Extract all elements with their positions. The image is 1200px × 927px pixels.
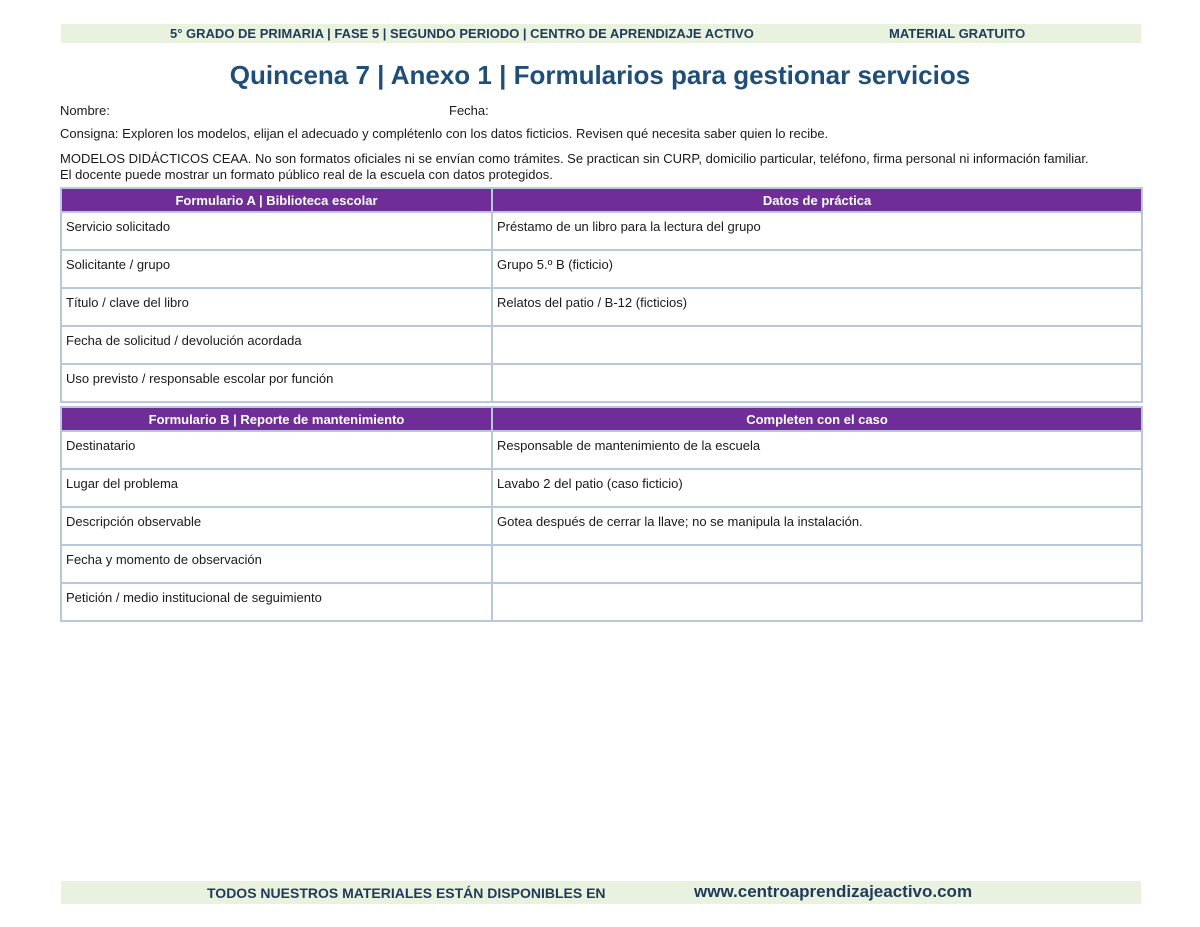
table-row [61,288,1142,326]
header-free-material: MATERIAL GRATUITO [889,26,1026,41]
form-b-header-left: Formulario B | Reporte de mantenimiento [61,407,492,431]
table-row [61,364,1142,402]
row-label: Descripción observable [61,507,492,545]
header-grade-info: 5° GRADO DE PRIMARIA | FASE 5 | SEGUNDO PERIODO | CENTRO DE APRENDIZAJE ACTIVO [170,26,754,41]
row-value[interactable]: Responsable de mantenimiento de la escuela [492,431,1142,469]
table-row [61,250,1142,288]
row-label: Petición / medio institucional de seguimiento [61,583,492,621]
row-label: Fecha de solicitud / devolución acordada [61,326,492,364]
consigna-text: Consigna: Exploren los modelos, elijan el adecuado y complétenlo con los datos ficticios. Revisen qué necesita saber quien lo recibe. [60,126,829,141]
table-row [61,545,1142,583]
form-a-header-left: Formulario A | Biblioteca escolar [61,188,492,212]
row-value[interactable] [492,583,1142,621]
form-b-header-right: Completen con el caso [492,407,1142,431]
row-value[interactable]: Relatos del patio / B-12 (ficticios) [492,288,1142,326]
row-value[interactable]: Préstamo de un libro para la lectura del grupo [492,212,1142,250]
table-row [61,507,1142,545]
row-label: Uso previsto / responsable escolar por función [61,364,492,402]
footer-banner [61,881,1141,904]
row-label: Solicitante / grupo [61,250,492,288]
row-value[interactable] [492,326,1142,364]
row-value[interactable]: Lavabo 2 del patio (caso ficticio) [492,469,1142,507]
row-value[interactable] [492,545,1142,583]
form-a-header-row [61,188,1142,212]
row-value[interactable]: Gotea después de cerrar la llave; no se manipula la instalación. [492,507,1142,545]
form-b-table [60,406,1143,622]
form-b-header-row [61,407,1142,431]
table-row [61,583,1142,621]
form-a-header-right: Datos de práctica [492,188,1142,212]
table-row [61,326,1142,364]
form-a-table [60,187,1143,403]
fecha-field[interactable]: Fecha: [449,103,489,118]
row-label: Lugar del problema [61,469,492,507]
footer-url-link[interactable]: www.centroaprendizajeactivo.com [694,882,973,901]
table-row [61,469,1142,507]
row-label: Título / clave del libro [61,288,492,326]
footer-message: TODOS NUESTROS MATERIALES ESTÁN DISPONIBLES EN [207,885,606,901]
table-row [61,431,1142,469]
row-label: Servicio solicitado [61,212,492,250]
row-value[interactable] [492,364,1142,402]
row-label: Destinatario [61,431,492,469]
note-line-1: MODELOS DIDÁCTICOS CEAA. No son formatos oficiales ni se envían como trámites. Se practican sin CURP, domicilio particular, teléfono, firma personal ni información familiar. [60,151,1089,166]
row-label: Fecha y momento de observación [61,545,492,583]
table-row [61,212,1142,250]
nombre-field[interactable]: Nombre: [60,103,110,118]
page-title: Quincena 7 | Anexo 1 | Formularios para gestionar servicios [229,60,971,90]
note-line-2: El docente puede mostrar un formato público real de la escuela con datos protegidos. [60,167,553,182]
row-value[interactable]: Grupo 5.º B (ficticio) [492,250,1142,288]
header-banner [61,24,1141,43]
